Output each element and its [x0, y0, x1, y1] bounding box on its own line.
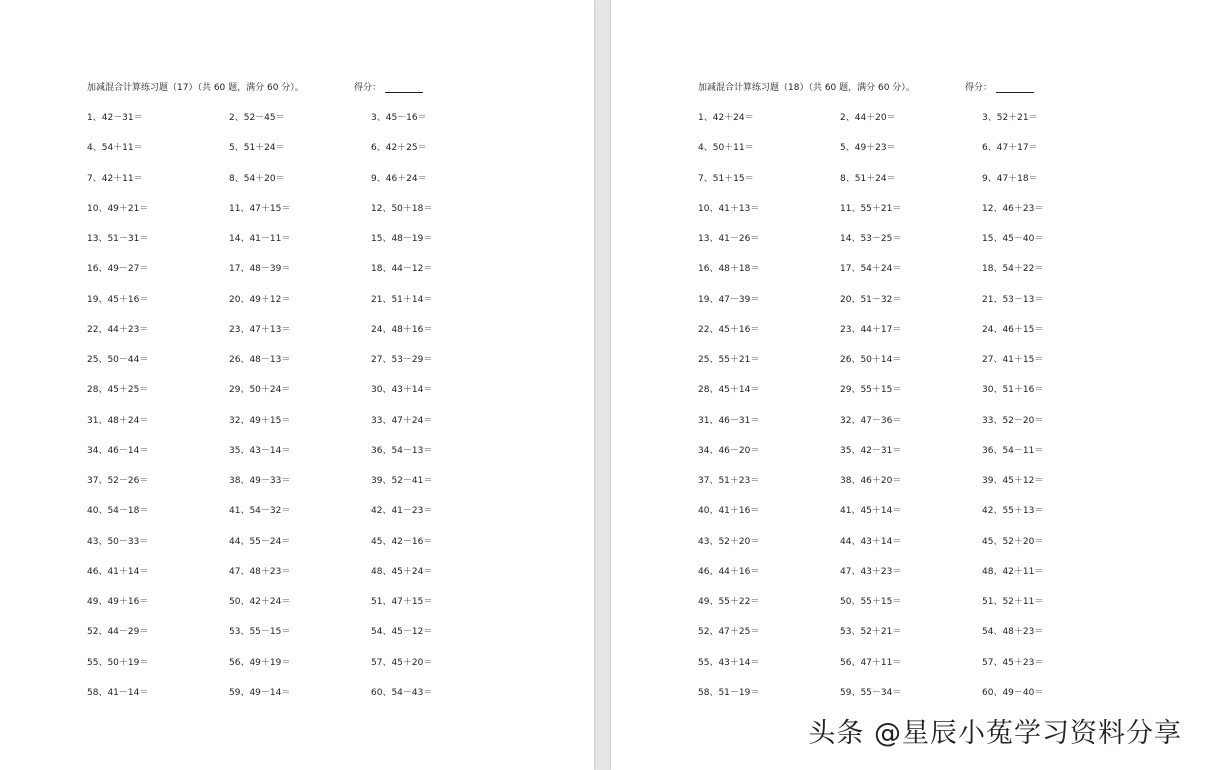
- problem-item: 27、41＋15＝: [982, 355, 1044, 365]
- problem-item: 40、54－18＝: [87, 506, 149, 517]
- problem-item: 55、50＋19＝: [87, 657, 149, 668]
- problem-item: 17、48－39＝: [229, 264, 291, 275]
- problem-item: 43、52＋20＝: [698, 536, 760, 547]
- problem-item: 15、48－19＝: [371, 234, 433, 244]
- problem-item: 4、50＋11＝: [698, 143, 754, 154]
- problem-item: 50、42＋24＝: [229, 597, 291, 607]
- problem-item: 27、53－29＝: [371, 355, 433, 365]
- problem-item: 46、44＋16＝: [698, 566, 760, 577]
- problem-item: 38、46＋20＝: [840, 476, 902, 486]
- problem-item: 24、48＋16＝: [371, 324, 433, 335]
- problem-item: 35、43－14＝: [229, 445, 291, 456]
- problem-item: 60、49－40＝: [982, 687, 1044, 698]
- problem-item: 58、51－19＝: [698, 687, 760, 698]
- problem-item: 20、51－32＝: [840, 294, 902, 305]
- score-field: [965, 80, 1034, 93]
- problem-item: 25、55＋21＝: [698, 355, 760, 365]
- problem-item: 15、45－40＝: [982, 234, 1044, 244]
- problem-item: 21、53－13＝: [982, 294, 1044, 305]
- problem-item: 1、42－31＝: [87, 113, 143, 123]
- problem-item: 12、46＋23＝: [982, 203, 1044, 214]
- problem-item: 37、52－26＝: [87, 476, 149, 486]
- problem-item: 55、43＋14＝: [698, 657, 760, 668]
- problem-item: 25、50－44＝: [87, 355, 149, 365]
- problem-item: 37、51＋23＝: [698, 476, 760, 486]
- problem-item: 11、55＋21＝: [840, 203, 902, 214]
- problem-item: 32、47－36＝: [840, 415, 902, 426]
- problem-item: 34、46－20＝: [698, 445, 760, 456]
- problem-item: 5、51＋24＝: [229, 143, 285, 154]
- problem-item: 8、51＋24＝: [840, 173, 896, 184]
- worksheet-title: 加减混合计算练习题（17）（共 60 题，满分 60 分）。: [87, 83, 304, 93]
- problem-item: 48、42＋11＝: [982, 566, 1044, 577]
- problem-item: 6、42＋25＝: [371, 143, 427, 154]
- score-field: [354, 80, 423, 93]
- problem-item: 14、41－11＝: [229, 234, 291, 244]
- problem-item: 47、48＋23＝: [229, 566, 291, 577]
- watermark-text: 头条 @星辰小菟学习资料分享: [808, 718, 1182, 749]
- problem-item: 41、45＋14＝: [840, 506, 902, 517]
- problem-item: 45、52＋20＝: [982, 536, 1044, 547]
- problem-item: 42、41－23＝: [371, 506, 433, 517]
- problem-item: 23、44＋17＝: [840, 324, 902, 335]
- problem-item: 13、51－31＝: [87, 234, 149, 244]
- problem-item: 44、43＋14＝: [840, 536, 902, 547]
- problem-item: 2、44＋20＝: [840, 113, 896, 123]
- problem-item: 36、54－11＝: [982, 445, 1044, 456]
- problem-item: 8、54＋20＝: [229, 173, 285, 184]
- problem-item: 14、53－25＝: [840, 234, 902, 244]
- problem-item: 22、45＋16＝: [698, 324, 760, 335]
- problem-item: 39、45＋12＝: [982, 476, 1044, 486]
- problem-item: 9、46＋24＝: [371, 173, 427, 184]
- problem-item: 49、55＋22＝: [698, 597, 760, 607]
- problem-item: 43、50－33＝: [87, 536, 149, 547]
- problem-item: 48、45＋24＝: [371, 566, 433, 577]
- problem-item: 3、45－16＝: [371, 113, 427, 123]
- problem-item: 5、49＋23＝: [840, 143, 896, 154]
- score-label: 得分：: [354, 83, 382, 93]
- problem-item: 29、50＋24＝: [229, 385, 291, 396]
- problem-item: 31、46－31＝: [698, 415, 760, 426]
- problem-item: 46、41＋14＝: [87, 566, 149, 577]
- problem-item: 9、47＋18＝: [982, 173, 1038, 184]
- worksheet-title: 加减混合计算练习题（18）（共 60 题，满分 60 分）。: [698, 83, 915, 93]
- problem-item: 30、51＋16＝: [982, 385, 1044, 396]
- problem-item: 51、47＋15＝: [371, 597, 433, 607]
- problem-item: 52、44－29＝: [87, 627, 149, 638]
- problem-item: 54、45－12＝: [371, 627, 433, 638]
- problem-item: 1、42＋24＝: [698, 113, 754, 123]
- problem-item: 18、44－12＝: [371, 264, 433, 275]
- problem-item: 7、51＋15＝: [698, 173, 754, 184]
- problem-item: 31、48＋24＝: [87, 415, 149, 426]
- problem-item: 33、47＋24＝: [371, 415, 433, 426]
- problem-item: 32、49＋15＝: [229, 415, 291, 426]
- problem-item: 54、48＋23＝: [982, 627, 1044, 638]
- problem-item: 16、48＋18＝: [698, 264, 760, 275]
- problem-item: 57、45＋23＝: [982, 657, 1044, 668]
- problem-item: 23、47＋13＝: [229, 324, 291, 335]
- problem-item: 51、52＋11＝: [982, 597, 1044, 607]
- worksheet-page-17: [0, 0, 594, 770]
- problem-item: 21、51＋14＝: [371, 294, 433, 305]
- problem-item: 35、42－31＝: [840, 445, 902, 456]
- problem-item: 44、55－24＝: [229, 536, 291, 547]
- problem-item: 26、48－13＝: [229, 355, 291, 365]
- problem-item: 2、52－45＝: [229, 113, 285, 123]
- problem-item: 34、46－14＝: [87, 445, 149, 456]
- problem-item: 56、49＋19＝: [229, 657, 291, 668]
- problem-item: 30、43＋14＝: [371, 385, 433, 396]
- problem-item: 19、47－39＝: [698, 294, 760, 305]
- problem-item: 4、54＋11＝: [87, 143, 143, 154]
- problem-item: 59、55－34＝: [840, 687, 902, 698]
- problem-item: 42、55＋13＝: [982, 506, 1044, 517]
- problem-item: 18、54＋22＝: [982, 264, 1044, 275]
- problem-item: 7、42＋11＝: [87, 173, 143, 184]
- problem-item: 10、41＋13＝: [698, 203, 760, 214]
- problem-item: 50、55＋15＝: [840, 597, 902, 607]
- problem-item: 36、54－13＝: [371, 445, 433, 456]
- problem-item: 24、46＋15＝: [982, 324, 1044, 335]
- problem-item: 12、50＋18＝: [371, 203, 433, 214]
- problem-item: 40、41＋16＝: [698, 506, 760, 517]
- problem-item: 10、49＋21＝: [87, 203, 149, 214]
- problem-item: 19、45＋16＝: [87, 294, 149, 305]
- problem-item: 28、45＋14＝: [698, 385, 760, 396]
- problem-item: 20、49＋12＝: [229, 294, 291, 305]
- problem-item: 41、54－32＝: [229, 506, 291, 517]
- problem-item: 52、47＋25＝: [698, 627, 760, 638]
- problem-item: 33、52－20＝: [982, 415, 1044, 426]
- problem-item: 22、44＋23＝: [87, 324, 149, 335]
- problem-item: 39、52－41＝: [371, 476, 433, 486]
- problem-item: 53、52＋21＝: [840, 627, 902, 638]
- problem-item: 28、45＋25＝: [87, 385, 149, 396]
- problem-item: 26、50＋14＝: [840, 355, 902, 365]
- problem-item: 53、55－15＝: [229, 627, 291, 638]
- problem-item: 58、41－14＝: [87, 687, 149, 698]
- problem-item: 17、54＋24＝: [840, 264, 902, 275]
- problem-item: 45、42－16＝: [371, 536, 433, 547]
- problem-item: 13、41－26＝: [698, 234, 760, 244]
- problem-item: 29、55＋15＝: [840, 385, 902, 396]
- score-blank-line: [996, 83, 1034, 93]
- problem-item: 49、49＋16＝: [87, 597, 149, 607]
- problem-item: 3、52＋21＝: [982, 113, 1038, 123]
- problem-item: 59、49－14＝: [229, 687, 291, 698]
- score-blank-line: [385, 83, 423, 93]
- problem-item: 47、43＋23＝: [840, 566, 902, 577]
- problem-item: 11、47＋15＝: [229, 203, 291, 214]
- problem-item: 6、47＋17＝: [982, 143, 1038, 154]
- worksheet-page-18: [611, 0, 1206, 770]
- score-label: 得分：: [965, 83, 993, 93]
- problem-item: 60、54－43＝: [371, 687, 433, 698]
- problem-item: 16、49－27＝: [87, 264, 149, 275]
- problem-item: 56、47＋11＝: [840, 657, 902, 668]
- problem-item: 38、49－33＝: [229, 476, 291, 486]
- problem-item: 57、45＋20＝: [371, 657, 433, 668]
